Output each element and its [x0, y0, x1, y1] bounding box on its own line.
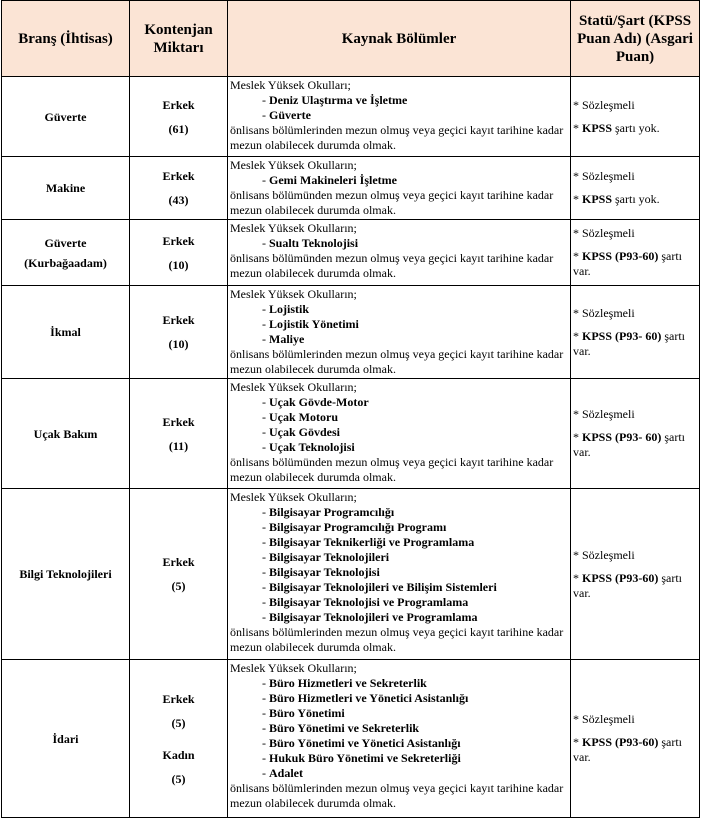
header-branch: Branş (İhtisas) — [2, 1, 130, 77]
department-list — [230, 505, 568, 625]
department-item: - Bilgisayar Teknolojileri ve Programlama — [262, 610, 568, 625]
source-cell — [228, 286, 571, 379]
department-item: - Deniz Ulaştırma ve İşletme — [262, 93, 568, 108]
department-item: - Bilgisayar Teknolojileri ve Bilişim Sistemleri — [262, 580, 568, 595]
quota-cell — [130, 220, 228, 286]
branch-cell — [2, 220, 130, 286]
quota-cell — [130, 489, 228, 660]
branch-name: Uçak Bakım — [33, 426, 98, 441]
department-item: - Uçak Motoru — [262, 410, 568, 425]
quota-count: (5) — [171, 771, 186, 786]
status-cell — [571, 379, 700, 489]
status-contract: * Sözleşmeli — [573, 712, 635, 726]
table-row — [2, 77, 700, 157]
quota-count: (11) — [168, 438, 189, 453]
department-item: - Hukuk Büro Yönetimi ve Sekreterliği — [262, 751, 568, 766]
status-contract: * Sözleşmeli — [573, 97, 635, 112]
status-kpss-rest: şartı var. — [573, 328, 686, 358]
source-cell — [228, 157, 571, 220]
source-outro: önlisans bölümlerinden mezun olmuş veya geçici kayıt tarihine kadar mezun olabilecek durumda olmak. — [230, 625, 564, 654]
branch-cell — [2, 157, 130, 220]
department-item: - Uçak Gövde-Motor — [262, 395, 568, 410]
quota-count: (43) — [168, 193, 189, 207]
source-outro: önlisans bölümlerinden mezun olmuş veya geçici kayıt tarihine kadar mezun olabilecek durumda olmak. — [230, 347, 564, 376]
branch-cell — [2, 489, 130, 660]
source-outro: önlisans bölümünden mezun olmuş veya geçici kayıt tarihine kadar mezun olabilecek durumda olmak. — [230, 251, 554, 280]
department-item: - Bilgisayar Teknikerliği ve Programlama — [262, 535, 568, 550]
source-intro: Meslek Yüksek Okulları; — [230, 78, 351, 92]
branch-cell — [2, 286, 130, 379]
status-kpss: * KPSS şartı yok. — [573, 192, 660, 206]
quota-cell — [130, 286, 228, 379]
quota-gender: Erkek — [162, 691, 195, 706]
quota-count: (5) — [171, 715, 186, 730]
status-cell — [571, 220, 700, 286]
department-item: - Lojistik — [262, 302, 568, 317]
branch-cell — [2, 660, 130, 818]
source-outro: önlisans bölümlerinden mezun olmuş veya geçici kayıt tarihine kadar mezun olabilecek durumda olmak. — [230, 781, 564, 810]
table-row — [2, 660, 700, 818]
source-intro: Meslek Yüksek Okulların; — [230, 158, 357, 172]
department-item: - Lojistik Yönetimi — [262, 317, 568, 332]
department-item: - Büro Yönetimi ve Sekreterlik — [262, 721, 568, 736]
source-outro: önlisans bölümünden mezun olmuş veya geçici kayıt tarihine kadar mezun olabilecek durumda olmak. — [230, 188, 554, 217]
table-row — [2, 489, 700, 660]
branch-name: Makine — [45, 181, 86, 195]
status-kpss-bold: KPSS (P93-60) — [582, 735, 659, 749]
status-kpss-rest: şartı var. — [573, 249, 683, 278]
source-cell — [228, 77, 571, 157]
branch-name: Bilgi Teknolojileri — [19, 567, 112, 581]
department-item: - Büro Hizmetleri ve Sekreterlik — [262, 676, 568, 691]
department-item: - Güverte — [262, 108, 568, 123]
department-item: - Büro Yönetimi — [262, 706, 568, 721]
status-kpss-rest: şartı yok. — [612, 192, 660, 206]
quota-gender: Erkek — [162, 97, 195, 112]
quota-gender: Erkek — [162, 313, 195, 327]
status-kpss: * KPSS (P93- 60) şartı var. — [573, 430, 686, 459]
source-outro: önlisans bölümünden mezun olmuş veya geçici kayıt tarihine kadar mezun olabilecek durumda olmak. — [230, 455, 554, 484]
status-kpss: * KPSS şartı yok. — [573, 120, 660, 135]
source-intro: Meslek Yüksek Okulların; — [230, 490, 357, 504]
status-kpss-rest: şartı var. — [573, 735, 683, 764]
quota-gender: Erkek — [162, 414, 195, 429]
status-contract: * Sözleşmeli — [573, 226, 635, 240]
quota-cell — [130, 660, 228, 818]
table-row — [2, 220, 700, 286]
source-outro: önlisans bölümlerinden mezun olmuş veya geçici kayıt tarihine kadar mezun olabilecek durumda olmak. — [230, 123, 564, 152]
source-cell — [228, 220, 571, 286]
department-list — [230, 173, 568, 188]
quota-cell — [130, 379, 228, 489]
branch-name: Güverte — [44, 235, 87, 250]
status-cell — [571, 77, 700, 157]
status-kpss: * KPSS (P93-60) şartı var. — [573, 570, 683, 600]
source-cell — [228, 379, 571, 489]
status-kpss: * KPSS (P93-60) şartı var. — [573, 249, 683, 278]
quota-count: (5) — [171, 579, 186, 593]
department-item: - Bilgisayar Teknolojisi — [262, 565, 568, 580]
quota-count: (10) — [168, 257, 189, 272]
department-list — [230, 676, 568, 781]
department-item: - Gemi Makineleri İşletme — [262, 173, 568, 188]
source-cell — [228, 660, 571, 818]
department-item: - Büro Hizmetleri ve Yönetici Asistanlığı — [262, 691, 568, 706]
quota-gender: Kadın — [162, 747, 195, 762]
department-list — [230, 236, 568, 251]
status-cell — [571, 489, 700, 660]
department-item: - Maliye — [262, 332, 568, 347]
quota-gender: Erkek — [162, 233, 195, 248]
status-kpss-rest: şartı yok. — [612, 120, 660, 135]
status-kpss: * KPSS (P93- 60) şartı var. — [573, 328, 686, 358]
status-cell — [571, 157, 700, 220]
status-kpss-bold: KPSS (P93- 60) — [582, 430, 662, 444]
status-kpss-bold: KPSS (P93-60) — [582, 249, 659, 263]
status-kpss-bold: KPSS (P93-60) — [582, 570, 659, 585]
quota-gender: Erkek — [162, 169, 195, 183]
department-list — [230, 395, 568, 455]
header-status: Statü/Şart (KPSS Puan Adı) (Asgari Puan) — [571, 1, 700, 77]
status-cell — [571, 660, 700, 818]
department-item: - Bilgisayar Teknolojisi ve Programlama — [262, 595, 568, 610]
department-item: - Bilgisayar Programcılığı — [262, 505, 568, 520]
status-contract: * Sözleşmeli — [573, 305, 635, 320]
source-intro: Meslek Yüksek Okulların; — [230, 221, 357, 235]
status-contract: * Sözleşmeli — [573, 169, 635, 183]
source-intro: Meslek Yüksek Okulların; — [230, 661, 357, 675]
branch-subname: (Kurbağaadam) — [24, 255, 107, 270]
quota-gender: Erkek — [162, 555, 195, 569]
status-kpss-bold: KPSS (P93- 60) — [582, 328, 662, 343]
status-cell — [571, 286, 700, 379]
branch-name: İdari — [52, 731, 79, 746]
header-quota: Kontenjan Miktarı — [130, 1, 228, 77]
quota-count: (10) — [168, 337, 189, 351]
source-intro: Meslek Yüksek Okulların; — [230, 380, 357, 394]
quota-table — [1, 0, 700, 818]
department-item: - Uçak Gövdesi — [262, 425, 568, 440]
department-item: - Uçak Teknolojisi — [262, 440, 568, 455]
table-row — [2, 286, 700, 379]
header-source: Kaynak Bölümler — [228, 1, 571, 77]
status-kpss-bold: KPSS — [582, 120, 613, 135]
branch-cell — [2, 379, 130, 489]
department-item: - Adalet — [262, 766, 568, 781]
department-list — [230, 302, 568, 347]
department-item: - Büro Yönetimi ve Yönetici Asistanlığı — [262, 736, 568, 751]
status-kpss-rest: şartı var. — [573, 430, 686, 459]
status-contract: * Sözleşmeli — [573, 547, 635, 562]
department-list — [230, 93, 568, 123]
branch-cell — [2, 77, 130, 157]
quota-count: (61) — [168, 121, 189, 136]
department-item: - Sualtı Teknolojisi — [262, 236, 568, 251]
quota-cell — [130, 77, 228, 157]
department-item: - Bilgisayar Programcılığı Programı — [262, 520, 568, 535]
status-kpss: * KPSS (P93-60) şartı var. — [573, 735, 683, 764]
branch-name: İkmal — [50, 325, 81, 339]
branch-name: Güverte — [44, 109, 87, 124]
source-cell — [228, 489, 571, 660]
status-kpss-bold: KPSS — [582, 192, 613, 206]
department-item: - Bilgisayar Teknolojileri — [262, 550, 568, 565]
quota-cell — [130, 157, 228, 220]
status-kpss-rest: şartı var. — [573, 570, 683, 600]
status-contract: * Sözleşmeli — [573, 407, 635, 421]
table-row — [2, 157, 700, 220]
table-header-row — [2, 1, 700, 77]
source-intro: Meslek Yüksek Okulların; — [230, 287, 357, 301]
table-row — [2, 379, 700, 489]
